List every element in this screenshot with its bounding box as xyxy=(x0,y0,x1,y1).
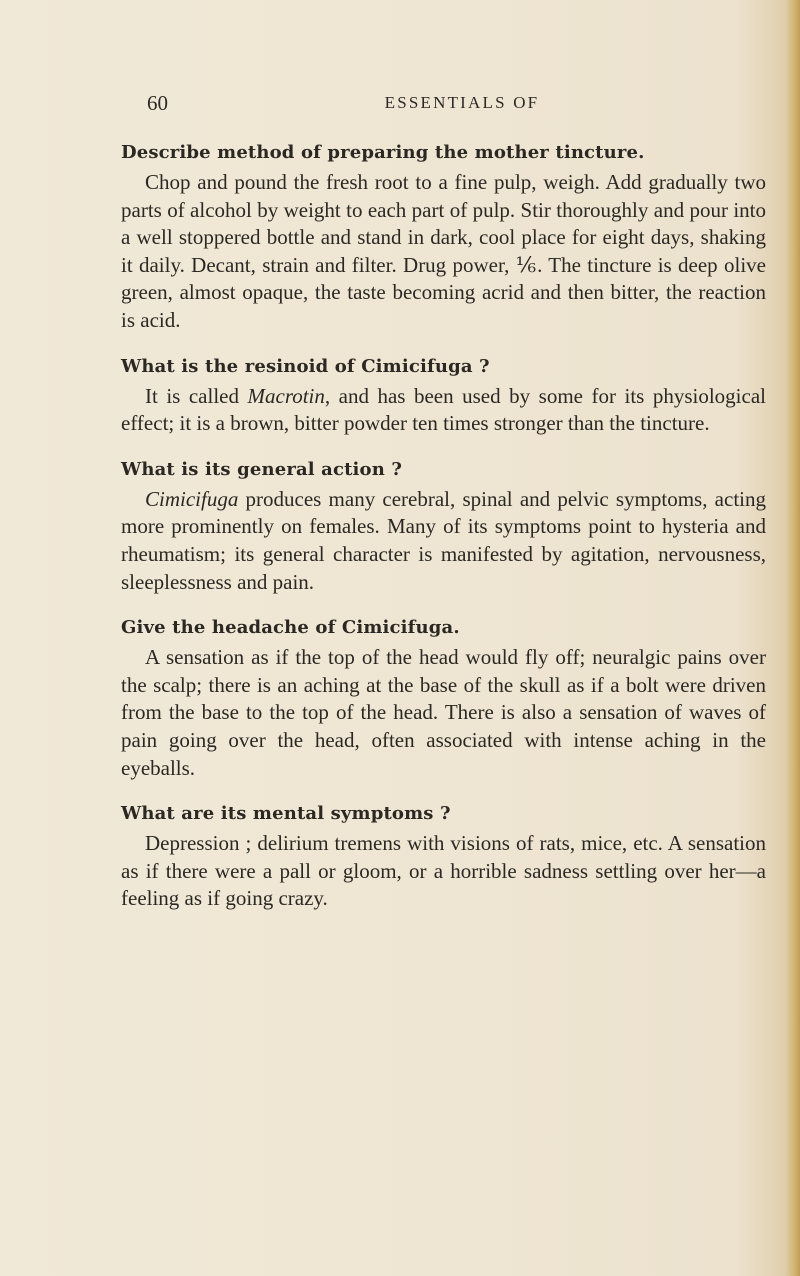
page-number: 60 xyxy=(147,91,168,115)
answer-paragraph: Chop and pound the fresh root to a fine pulp, weigh. Add gradually two parts of alcohol by weight to each part of pulp. Stir thoroughly and pour into a well stoppered bottle and stand in dark, cool place for eight days, shaking it daily. Decant, strain and filter. Drug power, ⅙. The tincture is deep olive green, almost opaque, the taste becoming acrid and then bitter, the reaction is acid. xyxy=(121,170,766,332)
answer-paragraph: It is called Macrotin, and has been used by some for its physiological effect; it is a brown, bitter powder ten times stronger than the tincture. xyxy=(121,383,766,436)
qa-block-headache xyxy=(121,615,766,782)
answer-paragraph: A sensation as if the top of the head would fly off; neuralgic pains over the scalp; there is an aching at the base of the skull as if a bolt were driven from the base to the top of the head. There is also a sensation of waves of pain going over the head, often associated with intense aching in the eyeballs. xyxy=(121,645,766,780)
answer-paragraph: Depression ; delirium tremens with visions of rats, mice, etc. A sensation as if there were a pall or gloom, or a horrible sadness settling over her—a feeling as if going crazy. xyxy=(121,831,766,911)
qa-block-resinoid xyxy=(121,354,766,438)
question-heading: Give the headache of Cimicifuga. xyxy=(121,617,460,639)
italic-term: Cimicifuga xyxy=(145,486,239,511)
qa-block-mental-symptoms xyxy=(121,801,766,913)
question-heading: What is the resinoid of Cimicifuga ? xyxy=(121,355,490,377)
running-head: ESSENTIALS OF xyxy=(384,93,540,112)
answer-paragraph: Cimicifuga produces many cerebral, spinal and pelvic symptoms, acting more prominently on females. Many of its symptoms point to hysteria and rheumatism; its general character is manifested by agitation, nervousness, sleeplessness and pain. xyxy=(121,486,766,594)
question-heading: What are its mental symptoms ? xyxy=(121,803,451,825)
page-body xyxy=(121,140,766,932)
qa-block-preparation xyxy=(121,140,766,335)
qa-block-general-action xyxy=(121,457,766,596)
page-edge xyxy=(786,0,800,1276)
question-heading: Describe method of preparing the mother tincture. xyxy=(121,142,645,163)
italic-term: Macrotin xyxy=(247,383,325,408)
page-header xyxy=(147,91,767,119)
question-heading: What is its general action ? xyxy=(121,458,403,480)
